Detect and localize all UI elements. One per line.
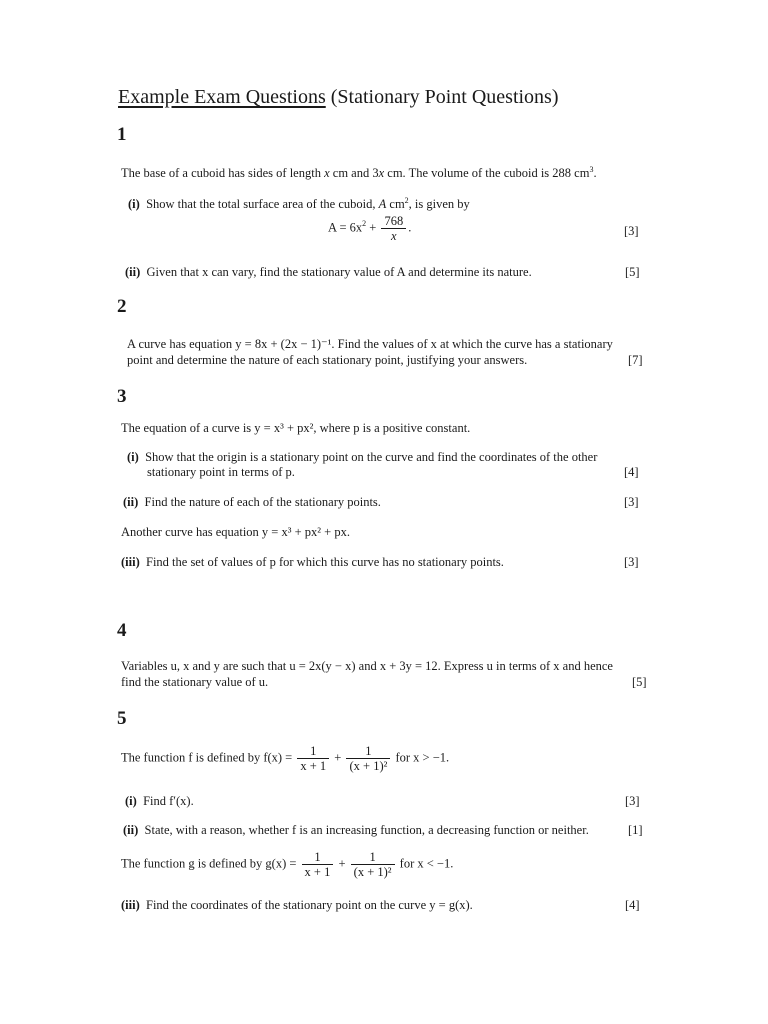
q3-part-iii: (iii) Find the set of values of p for which this curve has no stationary points.	[121, 555, 504, 569]
q3-another: Another curve has equation y = x³ + px² + px.	[121, 525, 350, 539]
page-title	[118, 86, 559, 109]
q3-part-i-line2: stationary point in terms of p.	[147, 465, 295, 479]
q5-f-frac1: $\frac{1}{x + 1}$	[297, 744, 329, 773]
q4-line2: find the stationary value of u.	[121, 675, 269, 689]
q2-line1: A curve has equation y = 8x + (2x − 1)⁻¹. Find the values of x at which the curve has a stationary	[127, 337, 613, 351]
q5-g-definition: The function g is defined by g(x) = $\frac{1}{x + 1}$ + $\frac{1}{\text{(x + 1)²}}$ for x < −1.	[121, 850, 454, 879]
q4-mark: [5]	[632, 675, 647, 689]
q5-part-iii: (iii) Find the coordinates of the stationary point on the curve y = g(x).	[121, 898, 473, 912]
question-4-number: 4	[117, 620, 127, 641]
q5-i-mark: [3]	[625, 794, 640, 808]
q1-i-mark: [3]	[624, 224, 639, 238]
q5-part-i: (i) Find f′(x).	[125, 794, 194, 808]
q2-mark: [7]	[628, 353, 643, 367]
question-2-number: 2	[117, 296, 127, 317]
q3-ii-mark: [3]	[624, 495, 639, 509]
question-3-number: 3	[117, 386, 127, 407]
q5-g-frac2: $\frac{1}{\text{(x + 1)²}}$	[351, 850, 395, 879]
q1-intro: The base of a cuboid has sides of length x cm and 3x cm. The volume of the cuboid is 288 $cm^3$.	[121, 165, 597, 181]
q5-part-ii: (ii) State, with a reason, whether f is an increasing function, a decreasing function or neither.	[123, 823, 589, 837]
q3-part-ii: (ii) Find the nature of each of the stationary points.	[123, 495, 381, 509]
q5-iii-mark: [4]	[625, 898, 640, 912]
q1-part-ii: (ii) Given that x can vary, find the stationary value of A and determine its nature.	[125, 265, 532, 279]
q1-ii-mark: [5]	[625, 265, 640, 279]
q3-i-mark: [4]	[624, 465, 639, 479]
q5-ii-mark: [1]	[628, 823, 643, 837]
q1-formula: $A = 6x^2$ + $\frac{768}{x}$ .	[328, 214, 412, 243]
q2-line2: point and determine the nature of each stationary point, justifying your answers.	[127, 353, 528, 367]
q5-f-definition: The function f is defined by f(x) = $\frac{1}{x + 1}$ + $\frac{1}{\text{(x + 1)²}}$ for x > −1.	[121, 744, 450, 773]
q5-f-frac2: $\frac{1}{\text{(x + 1)²}}$	[346, 744, 390, 773]
q5-g-frac1: $\frac{1}{x + 1}$	[302, 850, 334, 879]
title-rest: (Stationary Point Questions)	[325, 86, 559, 108]
q3-part-i-line1: (i) Show that the origin is a stationary point on the curve and find the coordinates of the other	[127, 450, 598, 464]
q3-iii-mark: [3]	[624, 555, 639, 569]
question-1-number: 1	[117, 124, 127, 145]
q1-fraction: $\frac{768}{x}$	[381, 214, 406, 243]
q4-line1: Variables u, x and y are such that u = 2x(y − x) and x + 3y = 12. Express u in terms of x and hence	[121, 659, 613, 673]
question-5-number: 5	[117, 708, 127, 729]
q3-intro: The equation of a curve is y = x³ + px², where p is a positive constant.	[121, 421, 471, 435]
q1-part-i: (i) Show that the total surface area of the cuboid, A $cm^2$, is given by	[128, 196, 470, 212]
title-underlined: Example Exam Questions	[118, 86, 326, 108]
